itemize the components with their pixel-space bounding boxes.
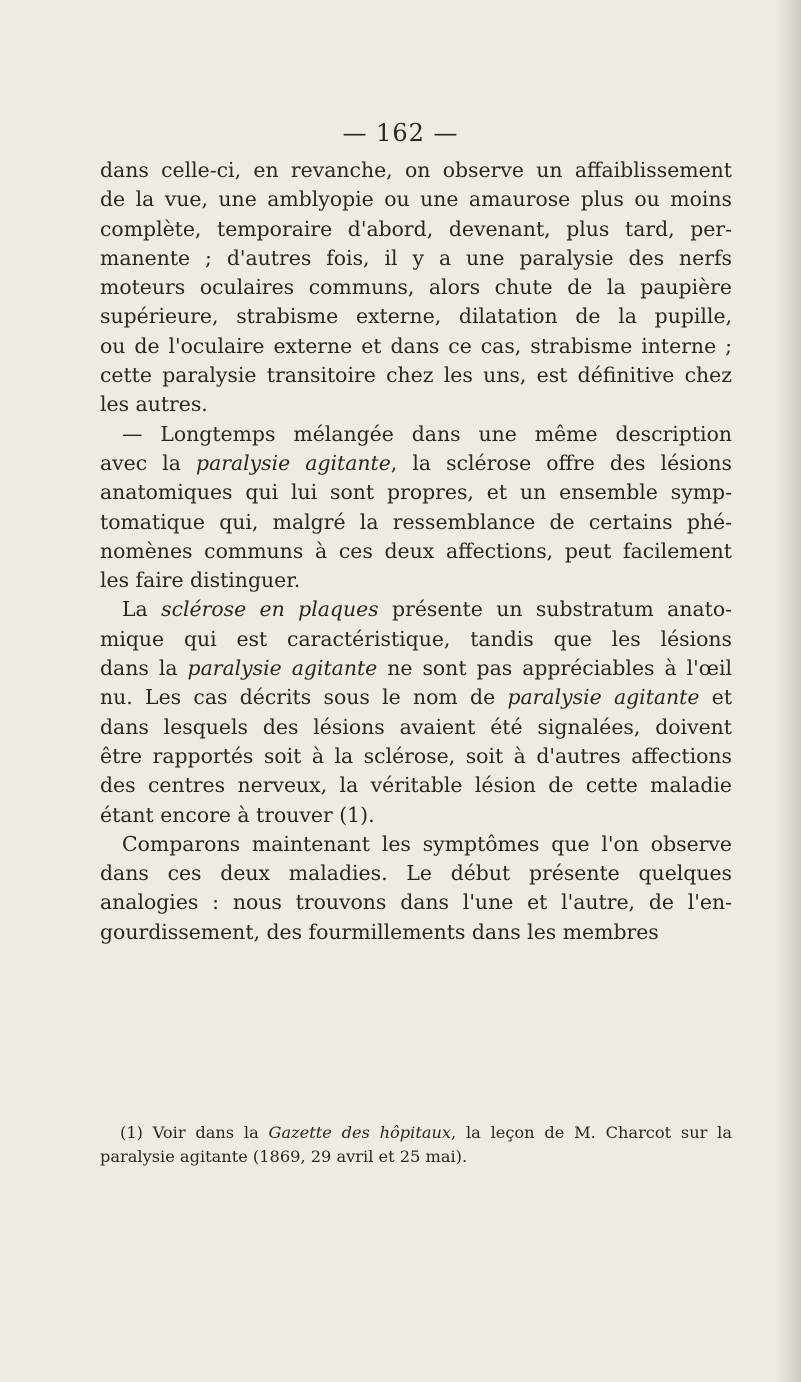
page-number: — 162 — bbox=[342, 119, 459, 147]
body-line: les faire distinguer. bbox=[100, 568, 301, 593]
body-line: analogies : nous trouvons dans l'une et l'autre, de l'en- bbox=[100, 890, 732, 915]
text-run: et bbox=[699, 685, 733, 710]
body-line: — Longtemps mélangée dans une même description bbox=[122, 421, 732, 446]
text-run: avec la bbox=[100, 450, 197, 475]
italic-title: paralysie agitante bbox=[507, 685, 700, 710]
italic-title: Gazette des hôpitaux bbox=[268, 1123, 452, 1142]
body-line: manente ; d'autres fois, il y a une paralysie des nerfs bbox=[100, 245, 732, 270]
text-run: nu. Les cas décrits sous le nom de bbox=[100, 685, 508, 710]
body-line: complète, temporaire d'abord, devenant, plus tard, per- bbox=[100, 216, 732, 241]
italic-title: paralysie agitante bbox=[187, 656, 378, 681]
body-line: mique qui est caractéristique, tandis que les lésions bbox=[100, 626, 732, 651]
body-line: les autres. bbox=[100, 392, 208, 417]
body-line: Comparons maintenant les symptômes que l'on observe bbox=[122, 831, 732, 856]
body-line: des centres nerveux, la véritable lésion de cette maladie bbox=[100, 773, 732, 798]
body-line: étant encore à trouver (1). bbox=[100, 802, 375, 827]
body-line: moteurs oculaires communs, alors chute de la paupière bbox=[100, 275, 732, 300]
footnote-block bbox=[100, 1121, 732, 1169]
body-line: dans ces deux maladies. Le début présente quelques bbox=[100, 861, 732, 886]
text-run: ne sont pas appréciables à l'œil bbox=[377, 656, 732, 681]
text-run: présente un substratum anato- bbox=[378, 597, 732, 622]
body-line: cette paralysie transitoire chez les uns, est définitive chez bbox=[100, 363, 732, 388]
body-line: de la vue, une amblyopie ou une amaurose plus ou moins bbox=[100, 187, 732, 212]
text-run: dans la bbox=[100, 656, 188, 681]
page-edge-shadow bbox=[775, 0, 801, 1382]
body-line: tomatique qui, malgré la ressemblance de certains phé- bbox=[100, 509, 732, 534]
body-line: dans celle-ci, en revanche, on observe un affaiblissement bbox=[100, 158, 732, 182]
footnote-line: paralysie agitante (1869, 29 avril et 25 mai). bbox=[100, 1147, 468, 1166]
italic-title: sclérose en plaques bbox=[161, 597, 379, 622]
body-line: dans lesquels des lésions avaient été signalées, doivent bbox=[100, 714, 732, 739]
text-run: La bbox=[122, 597, 162, 622]
body-line: ou de l'oculaire externe et dans ce cas, strabisme interne ; bbox=[100, 333, 732, 358]
footnote-line bbox=[100, 1121, 732, 1145]
italic-title: paralysie agitante bbox=[196, 450, 391, 475]
body-line: anatomiques qui lui sont propres, et un ensemble symp- bbox=[100, 480, 732, 505]
body-line: nomènes communs à ces deux affections, peut facilement bbox=[100, 538, 732, 563]
body-line bbox=[100, 654, 732, 683]
body-line: gourdissement, des fourmillements dans les membres bbox=[100, 919, 659, 944]
body-line: être rapportés soit à la sclérose, soit à d'autres affections bbox=[100, 743, 732, 768]
body-text bbox=[100, 156, 732, 947]
text-run: , la leçon de M. Charcot sur la bbox=[451, 1123, 732, 1142]
body-line bbox=[100, 595, 732, 624]
text-run: , la sclérose offre des lésions bbox=[390, 450, 733, 475]
body-line: supérieure, strabisme externe, dilatation de la pupille, bbox=[100, 304, 732, 329]
body-line bbox=[100, 449, 732, 478]
text-run: (1) Voir dans la bbox=[120, 1123, 269, 1142]
body-line bbox=[100, 683, 732, 712]
